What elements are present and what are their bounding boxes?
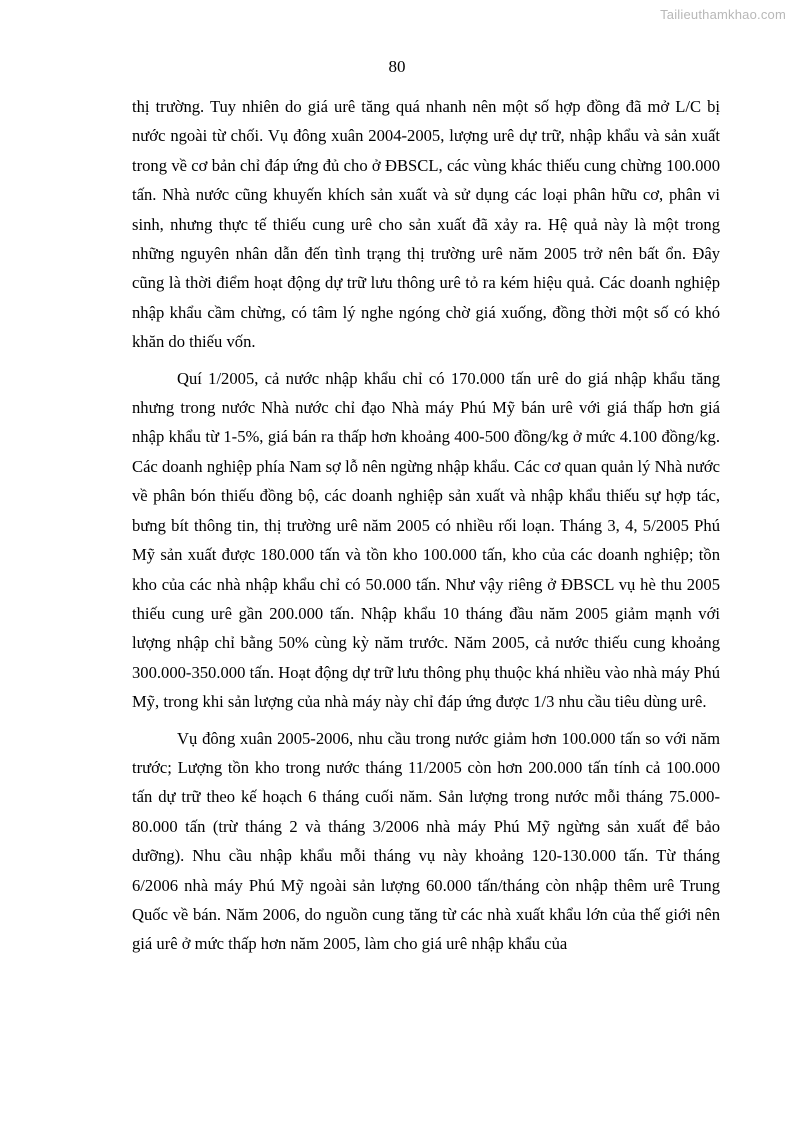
document-body bbox=[132, 92, 720, 959]
paragraph-3: Vụ đông xuân 2005-2006, nhu cầu trong nước giảm hơn 100.000 tấn so với năm trước; Lượng tồn kho trong nước tháng 11/2005 còn hơn 200.000 tấn tính cả 100.000 tấn dự trữ theo kế hoạch 6 tháng cuối năm. Sản lượng trong nước mỗi tháng 75.000-80.000 tấn (trừ tháng 2 và tháng 3/2006 nhà máy Phú Mỹ ngừng sản xuất để bảo dưỡng). Nhu cầu nhập khẩu mỗi tháng vụ này khoảng 120-130.000 tấn. Từ tháng 6/2006 nhà máy Phú Mỹ ngoài sản lượng 60.000 tấn/tháng còn nhập thêm urê Trung Quốc về bán. Năm 2006, do nguồn cung tăng từ các nhà xuất khẩu lớn của thế giới nên giá urê ở mức thấp hơn năm 2005, làm cho giá urê nhập khẩu của bbox=[132, 728, 720, 954]
page-number: 80 bbox=[388, 57, 406, 76]
paragraph-2: Quí 1/2005, cả nước nhập khẩu chỉ có 170.000 tấn urê do giá nhập khẩu tăng nhưng trong nước Nhà nước chỉ đạo Nhà máy Phú Mỹ bán urê với giá thấp hơn giá nhập khẩu từ 1-5%, giá bán ra thấp hơn khoảng 400-500 đồng/kg ở mức 4.100 đồng/kg. Các doanh nghiệp phía Nam sợ lỗ nên ngừng nhập khẩu. Các cơ quan quản lý Nhà nước về phân bón thiếu đồng bộ, các doanh nghiệp sản xuất và nhập khẩu thiếu sự hợp tác, bưng bít thông tin, thị trường urê năm 2005 có nhiều rối loạn. Tháng 3, 4, 5/2005 Phú Mỹ sản xuất được 180.000 tấn và tồn kho 100.000 tấn, kho của các doanh nghiệp; tồn kho của các nhà nhập khẩu chỉ có 50.000 tấn. Như vậy riêng ở ĐBSCL vụ hè thu 2005 thiếu cung urê gần 200.000 tấn. Nhập khẩu 10 tháng đầu năm 2005 giảm mạnh với lượng nhập chỉ bằng 50% cùng kỳ năm trước. Năm 2005, cả nước thiếu cung khoảng 300.000-350.000 tấn. Hoạt động dự trữ lưu thông phụ thuộc khá nhiều vào nhà máy Phú Mỹ, trong khi sản lượng của nhà máy này chỉ đáp ứng được 1/3 nhu cầu tiêu dùng urê. bbox=[132, 368, 720, 712]
watermark-text: Tailieuthamkhao.com bbox=[660, 7, 786, 22]
paragraph-1: thị trường. Tuy nhiên do giá urê tăng quá nhanh nên một số hợp đồng đã mở L/C bị nước ngoài từ chối. Vụ đông xuân 2004-2005, lượng urê dự trữ, nhập khẩu và sản xuất trong về cơ bản chỉ đáp ứng đủ cho ở ĐBSCL, các vùng khác thiếu cung chừng 100.000 tấn. Nhà nước cũng khuyến khích sản xuất và sử dụng các loại phân hữu cơ, phân vi sinh, nhưng thực tế thiếu cung urê cho sản xuất đã xảy ra. Hệ quả này là một trong những nguyên nhân dẫn đến tình trạng thị trường urê năm 2005 trở nên bất ổn. Đây cũng là thời điểm hoạt động dự trữ lưu thông urê tỏ ra kém hiệu quả. Các doanh nghiệp nhập khẩu cầm chừng, có tâm lý nghe ngóng chờ giá xuống, đồng thời một số có khó khăn do thiếu vốn. bbox=[132, 97, 720, 352]
